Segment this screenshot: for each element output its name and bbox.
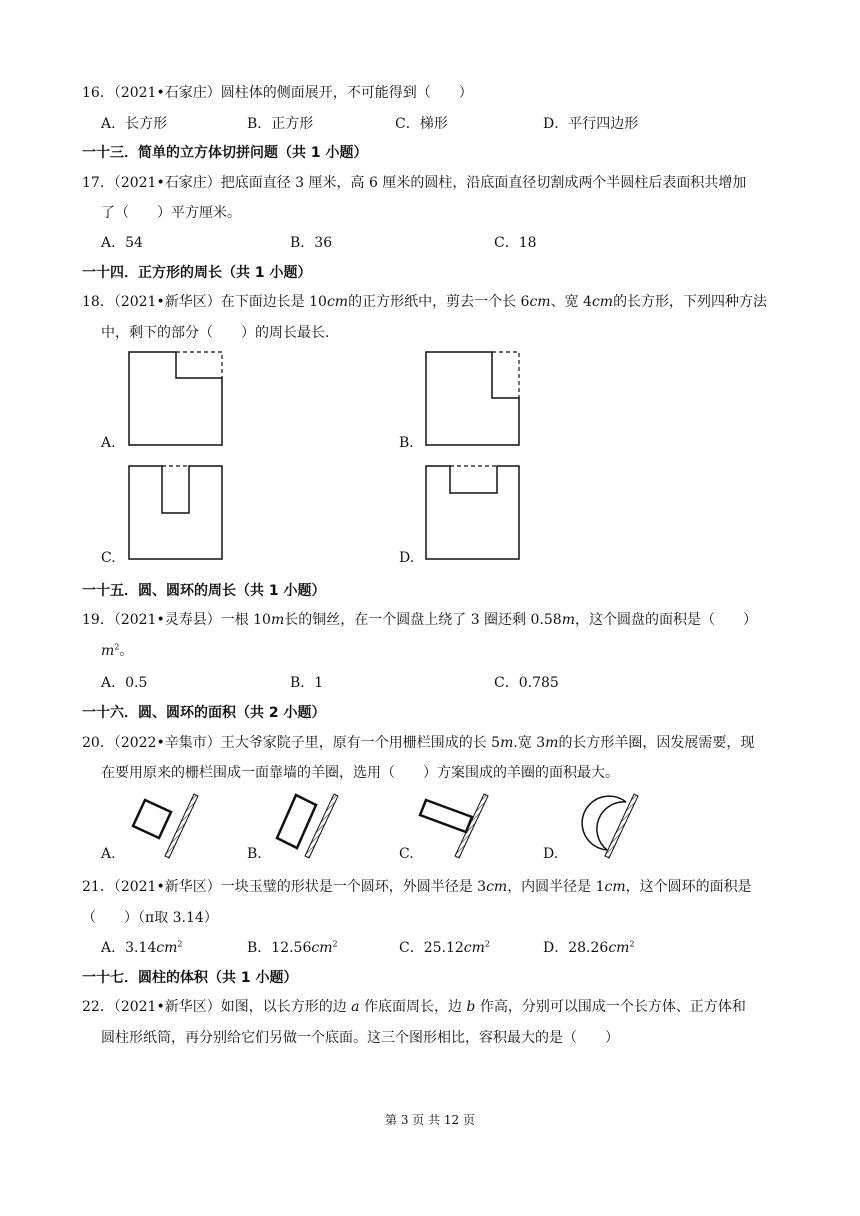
q17-option-a: A．54 xyxy=(101,235,143,251)
q19-option-b: B．1 xyxy=(290,675,324,691)
q20-figure-d xyxy=(562,790,642,860)
q18-figure-a xyxy=(128,351,224,447)
q17-option-b: B．36 xyxy=(290,235,333,251)
q18-line2: 中，剩下的部分（ ）的周长最长. xyxy=(101,325,330,341)
q22-line2: 圆柱形纸筒，再分别给它们另做一个底面。这三个图形相比，容积最大的是（ ） xyxy=(101,1030,619,1046)
q18-label-a: A. xyxy=(101,435,116,451)
q21-option-a: A．$3.14cm^2$ xyxy=(101,939,183,956)
q18-label-b: B. xyxy=(399,435,414,451)
section-15-heading: 一十五．圆、圆环的周长（共 1 小题） xyxy=(82,583,326,599)
q19-line2: $m^2$。 xyxy=(101,642,134,659)
q20-label-d: D. xyxy=(543,846,559,862)
section-16-heading: 一十六．圆、圆环的面积（共 2 小题） xyxy=(82,705,326,721)
q18-label-c: C. xyxy=(101,550,116,566)
q16-text: 16．（2021•石家庄）圆柱体的侧面展开，不可能得到（ ） xyxy=(82,85,473,101)
q17-line2: 了（ ）平方厘米。 xyxy=(101,205,241,221)
section-13-heading: 一十三．简单的立方体切拼问题（共 1 小题） xyxy=(82,145,368,161)
q17-option-c: C．18 xyxy=(494,235,537,251)
q21-option-d: D．$28.26cm^2$ xyxy=(543,939,635,956)
q16-option-a: A．长方形 xyxy=(101,116,168,132)
q21-line1: 21．（2021•新华区）一块玉璧的形状是一个圆环，外圆半径是 3cm，内圆半径是 1cm，这个圆环的面积是 xyxy=(82,879,752,895)
q21-option-b: B．$12.56cm^2$ xyxy=(247,939,338,956)
q20-line2: 在要用原来的栅栏围成一面靠墙的羊圈，选用（ ）方案围成的羊圈的面积最大。 xyxy=(101,765,619,781)
q20-figure-b xyxy=(262,790,342,860)
q20-label-b: B. xyxy=(247,846,262,862)
q19-option-c: C．0.785 xyxy=(494,675,559,691)
q16-option-d: D．平行四边形 xyxy=(543,116,639,132)
q22-line1: 22．（2021•新华区）如图，以长方形的边 a 作底面周长，边 b 作高，分别可以围成一个长方体、正方体和 xyxy=(82,999,746,1015)
q18-line1: 18．（2021•新华区）在下面边长是 10cm的正方形纸中，剪去一个长 6cm、宽 4cm的长方形，下列四种方法 xyxy=(82,294,768,310)
q16-option-c: C．梯形 xyxy=(395,116,448,132)
q20-figure-c xyxy=(412,790,492,860)
q19-option-a: A．0.5 xyxy=(101,675,148,691)
section-17-heading: 一十七．圆柱的体积（共 1 小题） xyxy=(82,970,298,986)
q18-label-d: D. xyxy=(399,550,415,566)
q16-option-b: B．正方形 xyxy=(247,116,314,132)
page-footer: 第 3 页 共 12 页 xyxy=(385,1113,475,1127)
q21-option-c: C．$25.12cm^2$ xyxy=(399,939,491,956)
q20-line1: 20．（2022•辛集市）王大爷家院子里，原有一个用栅栏围成的长 5m.宽 3m的长方形羊圈，因发展需要，现 xyxy=(82,735,755,751)
section-14-heading: 一十四．正方形的周长（共 1 小题） xyxy=(82,265,312,281)
q20-label-a: A. xyxy=(101,846,116,862)
q21-line2: （ ）（π取 3.14） xyxy=(82,910,218,926)
q18-figure-b xyxy=(425,351,521,447)
q19-line1: 19．（2021•灵寿县）一根 10m长的铜丝，在一个圆盘上绕了 3 圈还剩 0.58m，这个圆盘的面积是（ ） xyxy=(82,612,757,628)
q18-figure-d xyxy=(425,465,521,561)
q20-figure-a xyxy=(122,790,202,860)
q20-label-c: C. xyxy=(399,846,414,862)
q17-line1: 17．（2021•石家庄）把底面直径 3 厘米，高 6 厘米的圆柱，沿底面直径切割成两个半圆柱后表面积共增加 xyxy=(82,175,747,191)
q18-figure-c xyxy=(128,465,224,561)
